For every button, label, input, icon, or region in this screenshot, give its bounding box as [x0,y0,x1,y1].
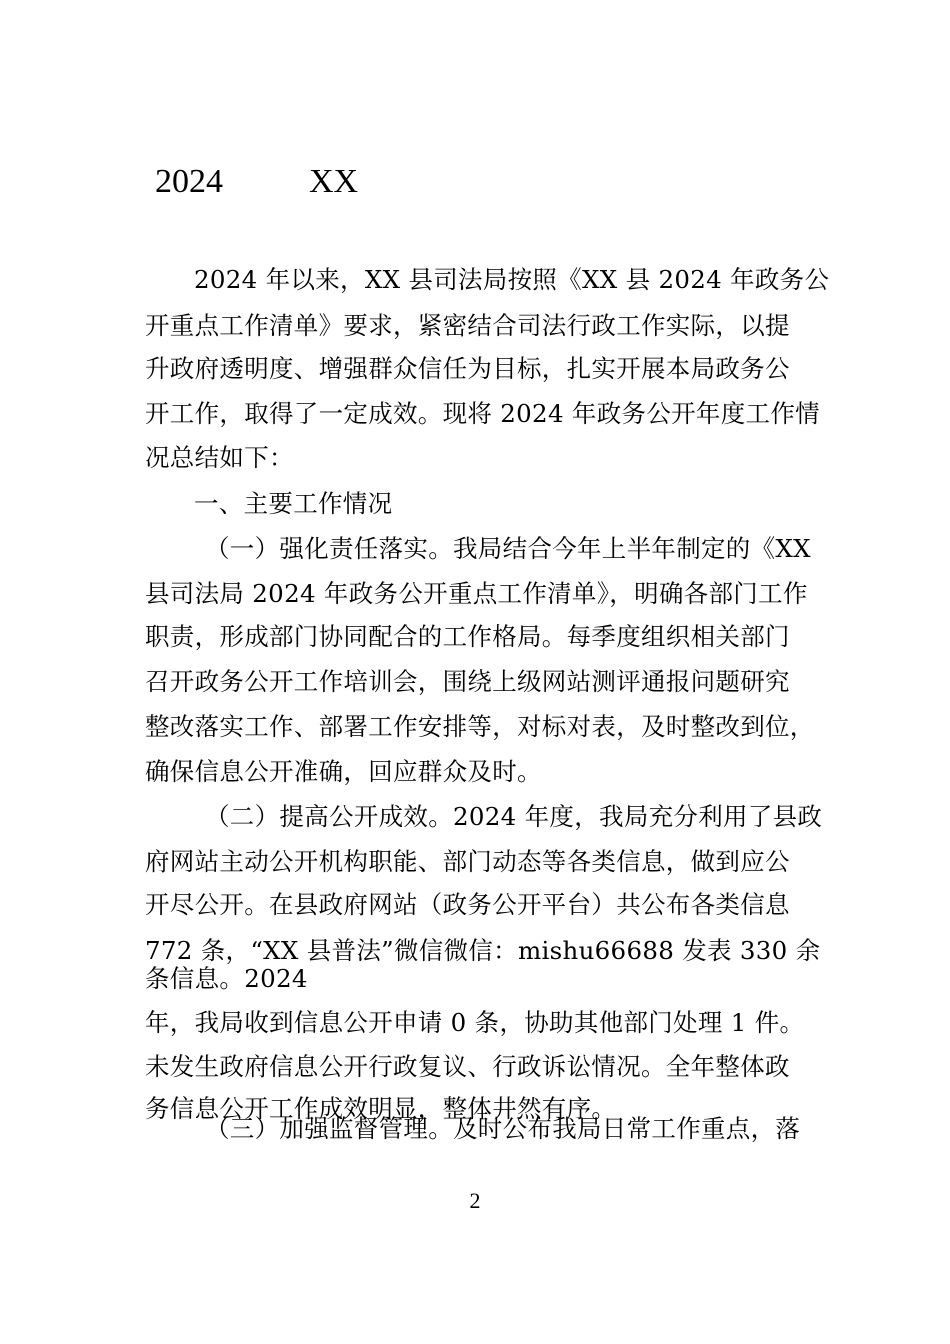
paragraph-line: 府网站主动公开机构职能、部门动态等各类信息，做到应公 [145,847,790,876]
title-year: 2024 [155,163,223,200]
paragraph-line: 年，我局收到信息公开申请 0 条，协助其他部门处理 1 件。 [145,1008,805,1037]
paragraph-line: （二）提高公开成效。2024 年度，我局充分利用了县政 [205,802,823,831]
paragraph-line: 整改落实工作、部署工作安排等，对标对表，及时整改到位， [145,712,815,741]
paragraph-line: 确保信息公开准确，回应群众及时。 [145,757,542,786]
paragraph-line: 开尽公开。在县政府网站（政务公开平台）共公布各类信息 [145,890,790,919]
section-heading: 一、主要工作情况 [194,489,393,518]
paragraph-line: （一）强化责任落实。我局结合今年上半年制定的《XX [205,534,811,563]
paragraph-line: 2024 年以来，XX 县司法局按照《XX 县 2024 年政务公 [194,265,830,294]
paragraph-line: 条信息。2024 [145,964,308,993]
paragraph-line: 开工作，取得了一定成效。现将 2024 年政务公开年度工作情 [145,399,820,428]
title-name: XX [309,163,359,200]
paragraph-line: （三）加强监督管理。及时公布我局日常工作重点，落 [205,1114,801,1143]
paragraph-line: 升政府透明度、增强群众信任为目标，扎实开展本局政务公 [145,354,790,383]
paragraph-line: 召开政务公开工作培训会，围绕上级网站测评通报问题研究 [145,667,790,696]
paragraph-line: 务信息公开工作成效明显，整体井然有序。 [145,1094,617,1123]
paragraph-line: 况总结如下： [145,443,294,472]
page-number: 2 [469,1188,481,1213]
paragraph-line: 县司法局 2024 年政务公开重点工作清单》，明确各部门工作 [145,579,808,608]
paragraph-line: 772 条，“XX 县普法”微信微信：mishu66688 发表 330 余 [145,936,821,965]
paragraph-line: 未发生政府信息公开行政复议、行政诉讼情况。全年整体政 [145,1052,790,1081]
paragraph-line: 职责，形成部门协同配合的工作格局。每季度组织相关部门 [145,622,790,651]
document-title [155,160,358,204]
paragraph-line: 开重点工作清单》要求，紧密结合司法行政工作实际，以提 [145,311,790,340]
